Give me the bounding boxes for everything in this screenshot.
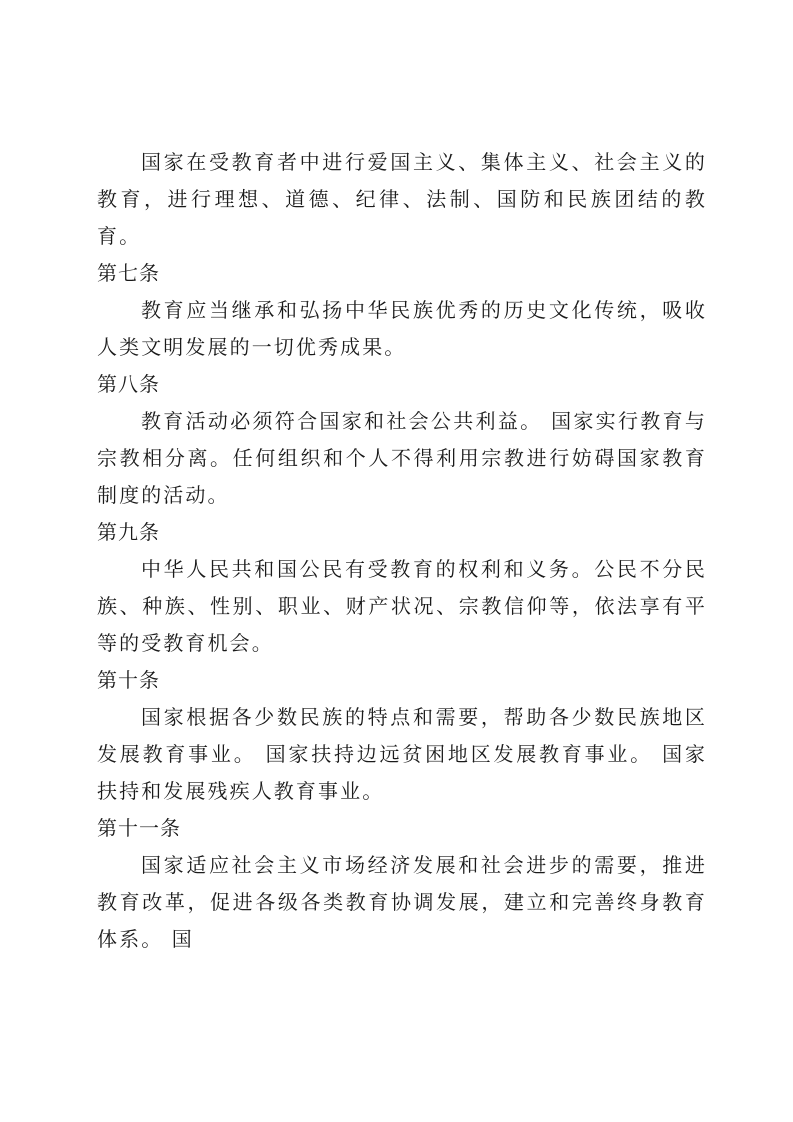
paragraph-article-9-content: 中华人民共和国公民有受教育的权利和义务。公民不分民族、种族、性别、职业、财产状况、宗教信仰等，依法享有平等的受教育机会。 <box>97 557 707 655</box>
paragraph-article-8-content: 教育活动必须符合国家和社会公共利益。 国家实行教育与宗教相分离。任何组织和个人不得利用宗教进行妨碍国家教育制度的活动。 <box>97 409 707 507</box>
article-7-heading: 第七条 <box>97 261 160 285</box>
paragraph-article-11-content: 国家适应社会主义市场经济发展和社会进步的需要，推进教育改革，促进各级各类教育协调发展，建立和完善终身教育体系。 国 <box>97 853 707 951</box>
article-11-heading: 第十一条 <box>97 816 181 840</box>
article-8-heading: 第八条 <box>97 372 160 396</box>
paragraph-article-10-content: 国家根据各少数民族的特点和需要，帮助各少数民族地区发展教育事业。 国家扶持边远贫困地区发展教育事业。 国家扶持和发展残疾人教育事业。 <box>97 705 707 803</box>
document-body <box>97 144 707 958</box>
paragraph-article-7-content: 教育应当继承和弘扬中华民族优秀的历史文化传统，吸收人类文明发展的一切优秀成果。 <box>97 298 707 359</box>
article-10-heading: 第十条 <box>97 668 160 692</box>
paragraph-article-6-content: 国家在受教育者中进行爱国主义、集体主义、社会主义的教育，进行理想、道德、纪律、法制、国防和民族团结的教育。 <box>97 150 707 248</box>
article-9-heading: 第九条 <box>97 520 160 544</box>
